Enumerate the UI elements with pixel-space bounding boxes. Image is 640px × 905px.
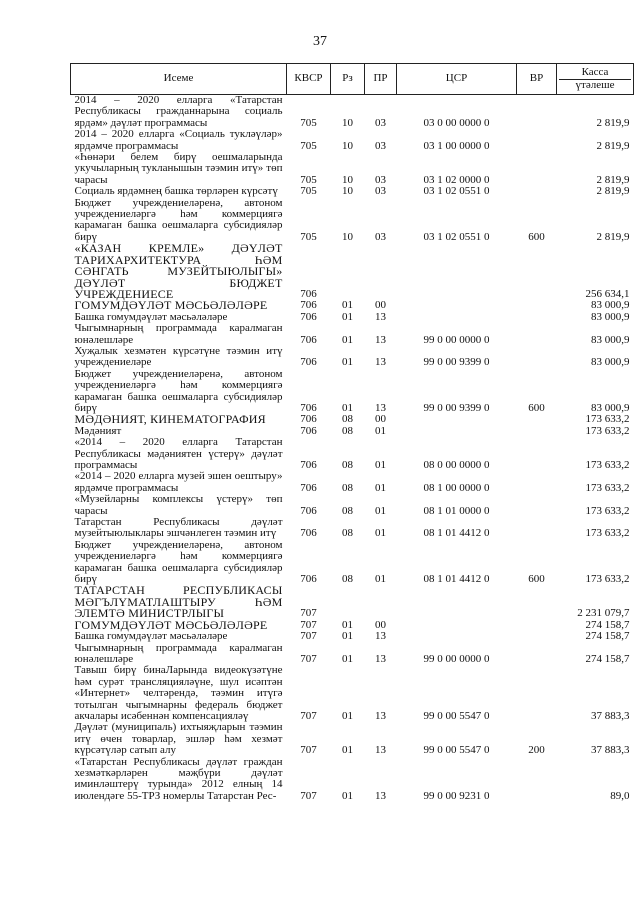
table-row [71,369,634,415]
row-pr: 03 [375,116,386,129]
row-csr: 08 1 01 4412 0 [423,573,490,586]
row-csr [397,585,517,619]
row-rz: 01 [342,310,353,323]
row-kvsr: 705 [300,185,317,198]
row-rz: 01 [342,744,353,757]
table-header-row [71,64,634,95]
page-number: 37 [313,34,327,49]
row-kvsr: 706 [300,287,317,300]
row-vr [517,517,557,540]
row-rz: 01 [342,709,353,722]
header-kvsr: КВСР [287,64,331,95]
row-name: Башка гомумдәүләт мәсьәләләре [74,630,228,643]
row-csr [397,426,517,437]
row-rz: 08 [342,481,353,494]
row-csr [397,312,517,323]
row-rz: 01 [342,789,353,802]
row-rz: 08 [342,459,353,471]
row-rz: 01 [342,401,353,414]
row-name: «2014 – 2020 елларга Татарстан Республикасы мәдәниятен үстерү» дәүләт программасы [74,436,283,471]
row-pr: 13 [375,630,386,643]
row-csr: 99 0 00 9399 0 [423,401,490,414]
table-row [71,471,634,494]
row-rz: 08 [342,424,353,437]
row-kvsr: 707 [300,607,317,620]
row-rz: 08 [342,573,353,586]
row-name: 2014 – 2020 елларга «Татарстан Республикасы гражданнарына социаль ярдәм» дәүләт программасы [74,94,283,129]
row-amount: 274 158,7 [585,652,630,665]
row-amount: 274 158,7 [585,630,630,643]
row-pr: 13 [375,333,386,346]
row-name: Бюджет учреждениеләренә, автоном учреждениеләргә һәм коммерциягә карамаган башка оешмаларга субсидияләр бирү [74,196,283,243]
row-kvsr: 706 [300,401,317,414]
row-name: МӘДӘНИЯТ, КИНЕМАТОГРАФИЯ [74,412,266,427]
row-amount: 37 883,3 [591,709,630,722]
row-vr [517,152,557,186]
row-amount: 89,0 [610,789,630,802]
row-pr: 03 [375,230,386,243]
row-pr: 00 [375,299,386,312]
row-vr [517,665,557,722]
row-csr: 03 1 02 0551 0 [423,230,490,243]
row-pr: 03 [375,139,386,152]
header-kassa-line1: Касса [581,65,609,78]
table-row [71,540,634,586]
row-csr: 03 1 00 0000 0 [423,139,490,152]
row-rz: 01 [342,618,353,631]
row-kvsr: 705 [300,139,317,152]
row-amount: 83 000,9 [591,401,630,414]
row-pr: 01 [375,504,386,517]
row-rz: 08 [342,413,353,426]
row-amount: 173 633,2 [585,413,630,426]
row-kvsr: 706 [300,333,317,346]
row-vr [517,323,557,346]
row-amount: 83 000,9 [591,356,630,369]
header-csr: ЦСР [397,64,517,95]
row-vr [517,757,557,803]
row-name: ГОМУМДӘҮЛӘТ МӘСЬӘЛӘЛӘРЕ [74,617,268,632]
row-amount: 2 819,9 [596,185,630,198]
row-kvsr: 707 [300,709,317,722]
table-row [71,643,634,666]
row-kvsr: 706 [300,424,317,437]
row-pr: 13 [375,401,386,414]
table-row [71,665,634,722]
row-kvsr: 706 [300,459,317,471]
header-rz: Рз [331,64,365,95]
row-kvsr: 707 [300,630,317,643]
row-kvsr: 706 [300,310,317,323]
row-kvsr: 707 [300,789,317,802]
table-row [71,722,634,756]
row-amount: 2 819,9 [596,116,630,129]
row-pr: 13 [375,652,386,665]
header-kassa [557,64,634,95]
row-csr [397,243,517,300]
row-pr [365,243,397,300]
row-amount: 37 883,3 [591,744,630,757]
row-csr: 03 0 00 0000 0 [423,116,490,129]
row-name: «Татарстан Республикасы дәүләт граждан хезмәткәрләрен мәҗбүри дәүләт иминләштерү турында» 2012 елның 14 июлендәге 55-ТРЗ номерлы Татарстан Рес- [74,755,283,802]
row-vr [517,620,557,631]
row-kvsr: 706 [300,413,317,426]
row-amount: 256 634,1 [585,287,630,300]
table-row [71,757,634,803]
table-row [71,186,634,197]
row-kvsr: 705 [300,116,317,129]
row-pr: 01 [375,459,386,471]
row-amount: 173 633,2 [585,481,630,494]
row-name: Тавыш бирү бинаЛарында видеокүзәтүне һәм сурәт трансляцияләүне, шул исәптән «Интернет» челтәрендә, тәэмин итүгә тотылган чыгымнарны федераль бюджет акчалары исәбеннән компенсацияләү [74,664,283,722]
row-name: Чыгымнарның программада каралмаган юнәлешләре [74,322,283,346]
row-vr [517,643,557,666]
row-amount: 2 231 079,7 [577,607,630,620]
row-vr [517,585,557,619]
row-name: Бюджет учреждениеләренә, автоном учреждениеләргә һәм коммерциягә карамаган башка оешмаларга субсидияләр бирү [74,367,283,414]
row-csr: 99 0 00 0000 0 [423,333,490,346]
budget-table [70,63,634,802]
row-vr [517,426,557,437]
row-kvsr: 706 [300,504,317,517]
row-kvsr: 707 [300,744,317,757]
row-vr [517,129,557,152]
row-csr: 03 1 02 0551 0 [423,185,490,198]
row-kvsr: 706 [300,299,317,312]
row-vr [517,243,557,300]
row-name: ГОМУМДӘҮЛӘТ МӘСЬӘЛӘЛӘРЕ [74,298,268,313]
row-amount: 173 633,2 [585,573,630,586]
row-amount: 173 633,2 [585,527,630,540]
row-vr [517,414,557,425]
row-vr: 600 [528,230,545,243]
row-name: Мәдәният [74,424,122,437]
row-kvsr: 706 [300,527,317,540]
header-name: Исеме [71,64,287,95]
row-amount: 83 000,9 [591,333,630,346]
row-pr: 13 [375,709,386,722]
row-name: «Музейларны комплексы үстерү» төп чарасы [74,493,283,517]
row-kvsr: 705 [300,230,317,243]
row-pr: 13 [375,310,386,323]
row-vr [517,312,557,323]
row-name: ТАТАРСТАН РЕСПУБЛИКАСЫ МӘГЪЛҮМАТЛАШТЫРУ ҺӘМ ЭЛЕМТӘ МИНИСТРЛЫГЫ [74,583,283,621]
row-rz: 10 [342,230,353,243]
row-pr: 01 [375,481,386,494]
row-name: Татарстан Республикасы дәүләт музейтыюлыклары эшчәнлеген тәэмин итү [74,516,283,540]
row-name: Бюджет учреждениеләренә, автоном учреждениеләргә һәм коммерциягә карамаган башка оешмаларга субсидияләр бирү [74,538,283,586]
row-csr: 03 1 02 0000 0 [423,173,490,186]
row-amount: 173 633,2 [585,459,630,471]
row-pr [365,585,397,619]
row-vr [517,471,557,494]
row-pr: 13 [375,789,386,802]
row-name: Социаль ярдәмнең башка төрләрен күрсәтү [74,185,278,198]
row-vr [517,95,557,130]
header-vr: ВР [517,64,557,95]
row-kvsr: 707 [300,652,317,665]
row-amount: 2 819,9 [596,173,630,186]
row-amount: 173 633,2 [585,424,630,437]
row-csr [397,414,517,425]
row-name: Башка гомумдәүләт мәсьәләләре [74,310,228,323]
header-pr: ПР [365,64,397,95]
row-vr [517,631,557,642]
row-csr [397,620,517,631]
row-rz: 10 [342,116,353,129]
row-kvsr: 706 [300,356,317,369]
row-vr [517,186,557,197]
row-name: Дәүләт (муниципаль) ихтыяҗларын тәэмин итү өчен товарлар, эшләр һәм хезмәт күрсәтүләр сатып алу [74,721,283,757]
row-vr: 600 [528,401,545,414]
table-row [71,585,634,619]
row-name: «Һөнәри белем бирү оешмаларында укучыларның тукланышын тәэмин итү» төп чарасы [74,151,283,186]
row-vr [517,494,557,517]
row-rz: 10 [342,139,353,152]
row-csr [397,631,517,642]
row-rz: 01 [342,356,353,369]
row-pr: 13 [375,744,386,757]
row-csr: 08 0 00 0000 0 [423,459,490,471]
row-rz: 01 [342,630,353,643]
row-pr: 03 [375,173,386,186]
row-pr: 03 [375,185,386,198]
row-csr: 99 0 00 5547 0 [423,744,490,757]
row-csr: 08 1 01 0000 0 [423,504,490,517]
table-row [71,300,634,311]
row-name: «КАЗАН КРЕМЛЕ» ДӘҮЛӘТ ТАРИХАРХИТЕКТУРА ҺӘМ СӘНГАТЬ МУЗЕЙТЫЮЛЫГЫ» ДӘҮЛӘТ БЮДЖЕТ УЧРЕЖДЕНИЕСЕ [74,241,283,301]
row-name: Чыгымнарның программада каралмаган юнәлешләре [74,641,283,665]
row-rz: 10 [342,173,353,186]
row-pr: 01 [375,573,386,586]
table-row [71,631,634,642]
table-row [71,129,634,152]
table-row [71,346,634,369]
row-rz: 08 [342,504,353,517]
row-kvsr: 705 [300,173,317,186]
row-amount: 2 819,9 [596,230,630,243]
row-vr: 600 [528,573,545,586]
row-pr: 01 [375,527,386,540]
row-pr: 00 [375,618,386,631]
row-pr: 00 [375,413,386,426]
row-rz: 08 [342,527,353,540]
table-row [71,517,634,540]
row-rz [331,243,365,300]
row-vr [517,300,557,311]
row-rz: 01 [342,299,353,312]
row-csr [397,300,517,311]
row-csr: 99 0 00 9399 0 [423,356,490,369]
table-row [71,437,634,471]
row-name: 2014 – 2020 елларга «Социаль тукләүләр» ярдәмче программасы [74,128,283,152]
row-rz: 10 [342,185,353,198]
row-amount: 83 000,9 [591,310,630,323]
row-rz [331,585,365,619]
row-csr: 99 0 00 5547 0 [423,709,490,722]
table-row [71,323,634,346]
header-kassa-line2: үтәлеше [559,79,631,91]
row-rz: 01 [342,333,353,346]
table-body [71,95,634,803]
row-pr: 01 [375,424,386,437]
table-row [71,198,634,244]
row-amount: 2 819,9 [596,139,630,152]
table-row [71,152,634,186]
row-kvsr: 706 [300,573,317,586]
row-amount: 274 158,7 [585,618,630,631]
row-csr: 99 0 00 0000 0 [423,652,490,665]
row-name: «2014 – 2020 елларга музей эшен оештыру» ярдәмче программасы [74,470,283,494]
table-row [71,243,634,300]
row-amount: 173 633,2 [585,504,630,517]
row-csr: 08 1 00 0000 0 [423,481,490,494]
row-csr: 99 0 00 9231 0 [423,789,490,802]
row-vr [517,346,557,369]
row-kvsr: 707 [300,618,317,631]
row-vr [517,437,557,471]
row-name: Хуҗалык хезмәтен күрсәтүне тәэмин итү учреждениеләре [74,344,283,369]
row-kvsr: 706 [300,481,317,494]
row-amount: 83 000,9 [591,299,630,312]
row-pr: 13 [375,356,386,369]
row-csr: 08 1 01 4412 0 [423,527,490,540]
table-row [71,494,634,517]
row-rz: 01 [342,652,353,665]
row-vr: 200 [528,744,545,757]
table-row [71,95,634,130]
